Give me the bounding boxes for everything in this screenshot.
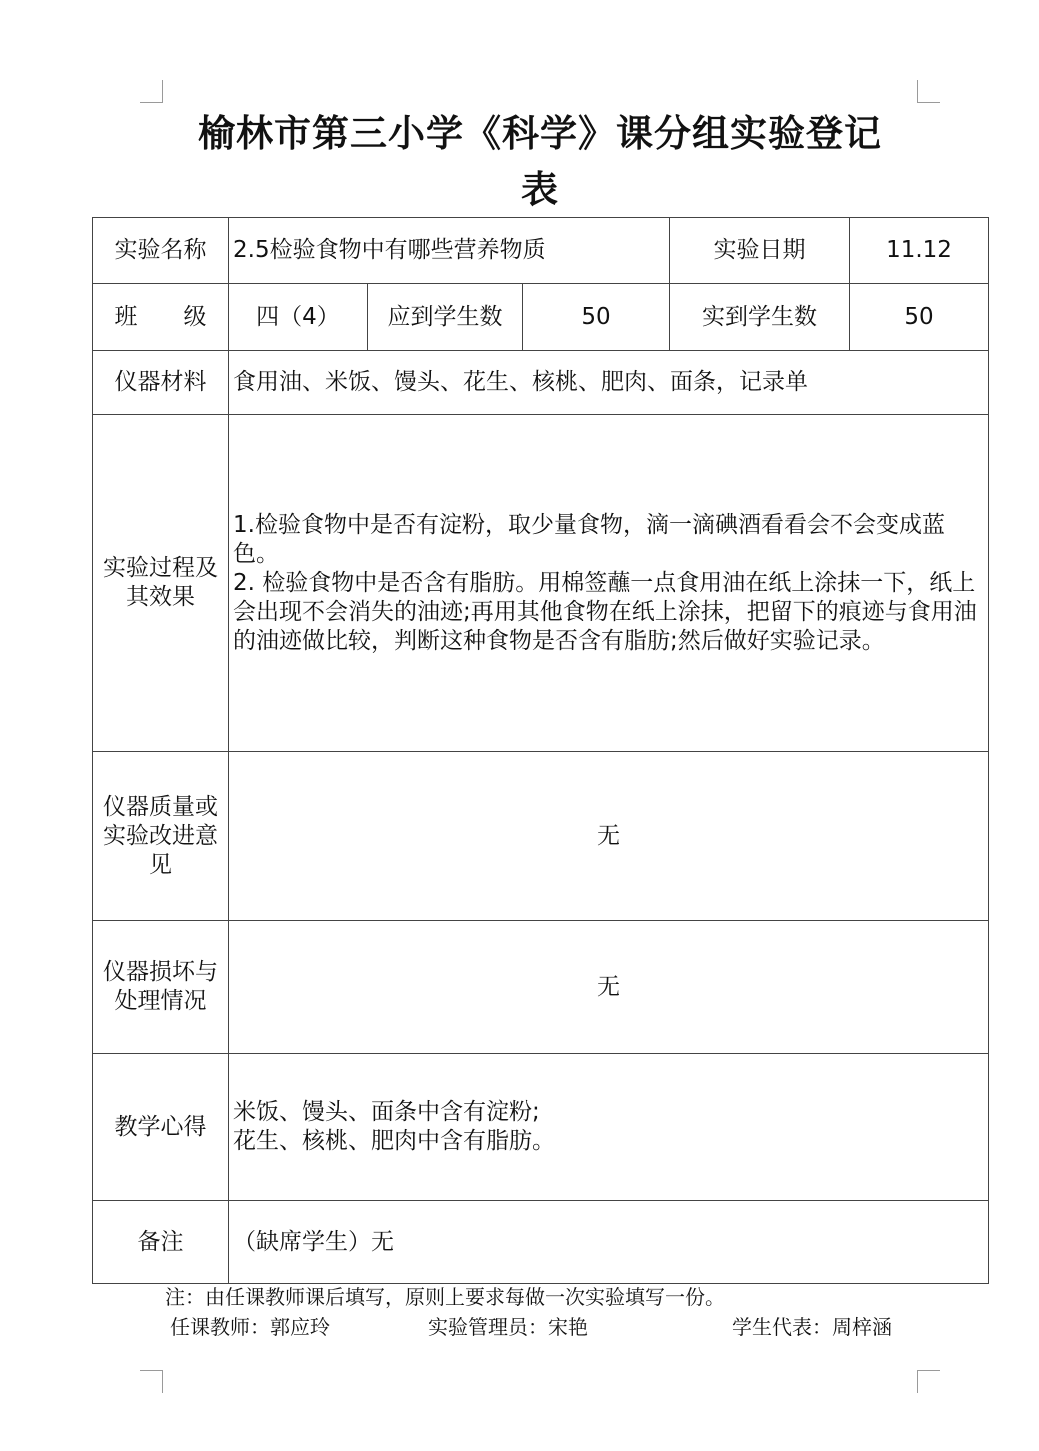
process-value: 1.检验食物中是否有淀粉，取少量食物，滴一滴碘酒看看会不会变成蓝色。 2. 检验食物中是否含有脂肪。用棉签蘸一点食用油在纸上涂抹一下，纸上会出现不会消失的油迹;再用其他食物在纸上涂抹，把留下的痕迹与食用油的油迹做比较，判断这种食物是否含有脂肪;然后做好实验记录。: [229, 415, 989, 752]
experiment-name-value: 2.5检验食物中有哪些营养物质: [229, 218, 670, 284]
materials-value: 食用油、米饭、馒头、花生、核桃、肥肉、面条，记录单: [229, 351, 989, 415]
row-experiment-name: [93, 218, 989, 284]
experiment-date-label: 实验日期: [670, 218, 850, 284]
title-line-2: 表: [521, 168, 559, 211]
experiment-name-label: 实验名称: [93, 218, 229, 284]
page-title: [150, 106, 930, 218]
process-label: 实验过程及其效果: [93, 415, 229, 752]
reflection-label: 教学心得: [93, 1054, 229, 1201]
remarks-value: （缺席学生）无: [229, 1201, 989, 1284]
lab-manager-signature: 实验管理员：宋艳: [428, 1315, 588, 1339]
row-damage: [93, 921, 989, 1054]
expected-students-value: 50: [523, 284, 670, 351]
row-materials: [93, 351, 989, 415]
remarks-label: 备注: [93, 1201, 229, 1284]
damage-label: 仪器损坏与处理情况: [93, 921, 229, 1054]
experiment-date-value: 11.12: [850, 218, 989, 284]
row-quality: [93, 752, 989, 921]
page-corner-mark: [917, 1370, 940, 1393]
row-class: [93, 284, 989, 351]
reflection-value: 米饭、馒头、面条中含有淀粉; 花生、核桃、肥肉中含有脂肪。: [229, 1054, 989, 1201]
row-reflection: [93, 1054, 989, 1201]
quality-label: 仪器质量或实验改进意见: [93, 752, 229, 921]
teacher-signature: 任课教师：郭应玲: [170, 1315, 330, 1339]
row-remarks: [93, 1201, 989, 1284]
actual-students-value: 50: [850, 284, 989, 351]
row-process: [93, 415, 989, 752]
class-label: 班 级: [93, 284, 229, 351]
quality-value: 无: [229, 752, 989, 921]
title-line-1: 榆林市第三小学《科学》课分组实验登记: [198, 112, 882, 155]
page-corner-mark: [140, 80, 163, 103]
experiment-record-table: [92, 217, 989, 1284]
expected-students-label: 应到学生数: [368, 284, 523, 351]
damage-value: 无: [229, 921, 989, 1054]
page-corner-mark: [917, 80, 940, 103]
page-corner-mark: [140, 1370, 163, 1393]
actual-students-label: 实到学生数: [670, 284, 850, 351]
materials-label: 仪器材料: [93, 351, 229, 415]
footer-note: 注：由任课教师课后填写，原则上要求每做一次实验填写一份。: [165, 1285, 725, 1309]
student-rep-signature: 学生代表：周梓涵: [732, 1315, 892, 1339]
class-value: 四（4）: [229, 284, 368, 351]
